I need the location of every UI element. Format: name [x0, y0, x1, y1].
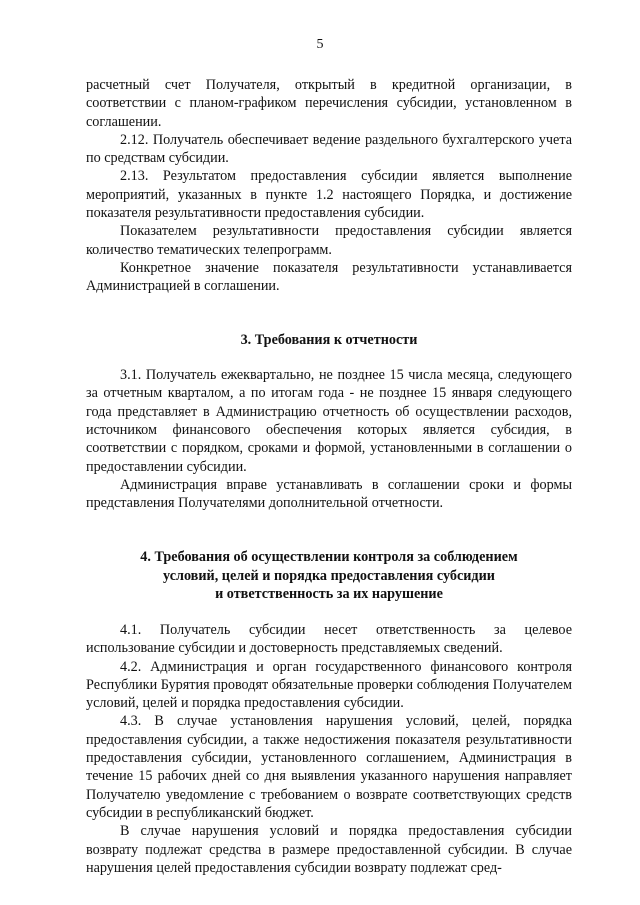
- paragraph-indicator-value: Конкретное значение показателя результативности устанавливается Администрацией в соглашении.: [86, 259, 572, 295]
- paragraph-2-13: 2.13. Результатом предоставления субсидии является выполнение мероприятий, указанных в пункте 1.2 настоящего Порядка, и достижение показателя результативности предоставления субсидии.: [86, 168, 572, 222]
- paragraph-3-additional: Администрация вправе устанавливать в соглашении сроки и формы представления Получателями дополнительной отчетности.: [86, 476, 572, 512]
- paragraph-4-2: 4.2. Администрация и орган государственного финансового контроля Республики Бурятия проводят обязательные проверки соблюдения Получателем условий, целей и порядка предоставления субсидии.: [86, 658, 572, 712]
- paragraph-3-1: 3.1. Получатель ежеквартально, не позднее 15 числа месяца, следующего за отчетным кварталом, а по итогам года - не позднее 15 января следующего года представляет в Администрацию отчетность об осуществлении расходов, источником финансового обеспечения которых является субсидия, в соответствии с порядком, сроками и формой, установленными в соглашении о предоставлении субсидии.: [86, 367, 572, 475]
- section-4-heading-line-2: условий, целей и порядка предоставления субсидии: [163, 567, 495, 584]
- section-4-heading: [86, 548, 572, 604]
- document-body: [86, 76, 572, 877]
- section-3-heading: 3. Требования к отчетности: [240, 331, 418, 348]
- section-4-heading-line-3: и ответственность за их нарушение: [215, 586, 443, 603]
- section-4-heading-line-1: 4. Требования об осуществлении контроля за соблюдением: [140, 549, 518, 566]
- paragraph-2-12: 2.12. Получатель обеспечивает ведение раздельного бухгалтерского учета по средствам субсидии.: [86, 131, 572, 167]
- paragraph-4-3-violation: В случае нарушения условий и порядка предоставления субсидии возврату подлежат средства в размере предоставленной субсидии. В случае нарушения целей предоставления субсидии возврату подлежат сред-: [86, 823, 572, 876]
- paragraph-indicator: Показателем результативности предоставления субсидии является количество тематических телепрограмм.: [86, 223, 572, 258]
- paragraph-continuation: расчетный счет Получателя, открытый в кредитной организации, в соответствии с планом-графиком перечисления субсидии, установленном в соглашении.: [86, 77, 572, 130]
- page-number: 5: [316, 37, 324, 52]
- paragraph-4-1: 4.1. Получатель субсидии несет ответственность за целевое использование субсидии и достоверность представляемых сведений.: [86, 621, 572, 657]
- paragraph-4-3: 4.3. В случае установления нарушения условий, целей, порядка предоставления субсидии, а также недостижения показателя результативности предоставления субсидии, установленного соглашением, Администрация в течение 15 рабочих дней со дня выявления указанного нарушения направляет Получателю уведомление с требованием о возврате соответствующих средств субсидии в республиканский бюджет.: [86, 713, 572, 821]
